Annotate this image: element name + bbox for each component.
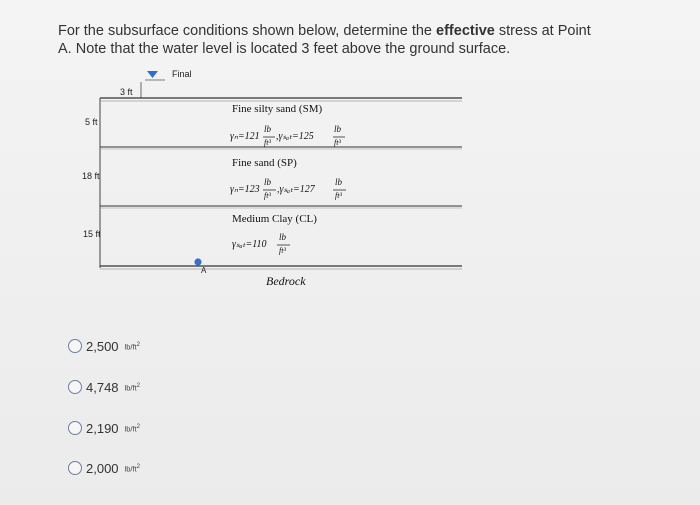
question-line2: A. Note that the water level is located 3 feet above the ground surface. [58,41,511,57]
layer2-name: Fine sand (SP) [232,157,297,169]
layer1-frac-num-2: lb [334,124,342,134]
option-unit-text: lb/ft [124,424,137,434]
answer-option-4[interactable] [68,458,140,478]
layer2-frac-num: lb [264,177,272,187]
dimension-5ft-label: 5 ft [85,117,98,127]
layer2-formula-b: ,γₛₐₜ=127 [277,184,315,195]
layer2-formula-a: γₙ=123 [230,184,260,195]
layer1-frac-den: ft³ [264,138,271,147]
dimension-3ft-label: 3 ft [120,87,133,97]
option-value: 2,500 [86,338,119,354]
question-part2: stress at Point [494,23,591,39]
option-unit [125,383,140,393]
option-unit-text: lb/ft [124,464,137,474]
layer1-name: Fine silty sand (SM) [232,103,323,115]
answer-option-3[interactable] [68,418,140,438]
point-a-marker [194,258,201,265]
layer3-frac-num: lb [279,232,287,242]
point-a-label: A [201,266,207,275]
water-level-label: Final [172,69,192,79]
layer3-name: Medium Clay (CL) [232,213,317,225]
dimension-18ft-label: 18 ft [82,171,100,181]
dimension-15ft-label: 15 ft [83,229,101,239]
layer1-frac-den-2: ft³ [334,138,341,147]
option-unit-exp: 2 [136,342,140,349]
option-unit [125,464,140,474]
option-unit-exp: 2 [136,383,140,390]
layer2-frac-den: ft³ [264,191,271,200]
layer1-frac-num: lb [264,124,272,134]
layer1-formula-a: γₙ=121 [230,131,260,142]
option-unit-exp: 2 [136,424,140,431]
option-unit [125,342,140,352]
answer-option-1[interactable] [68,336,140,356]
question-bold: effective [436,23,495,39]
layer3-formula: γₛₐₜ=110 [232,239,267,250]
radio-icon[interactable] [68,380,82,394]
radio-icon[interactable] [68,421,82,435]
option-unit-text: lb/ft [124,383,137,393]
layer3-frac-den: ft³ [279,246,286,255]
option-value: 4,748 [86,379,119,395]
radio-icon[interactable] [68,461,82,475]
bedrock-label: Bedrock [266,274,306,288]
option-value: 2,190 [86,420,119,436]
layer2-frac-den-2: ft³ [335,191,342,200]
question-part1: For the subsurface conditions shown below, determine the [58,23,437,39]
radio-icon[interactable] [68,339,82,353]
layer2-frac-num-2: lb [335,177,343,187]
answer-option-2[interactable] [68,377,140,397]
layer1-formula-b: ,γₛₐₜ=125 [276,131,314,142]
option-unit-text: lb/ft [124,342,137,352]
option-unit-exp: 2 [136,464,140,471]
option-value: 2,000 [86,460,119,476]
option-unit [125,424,140,434]
water-level-icon [147,71,158,78]
